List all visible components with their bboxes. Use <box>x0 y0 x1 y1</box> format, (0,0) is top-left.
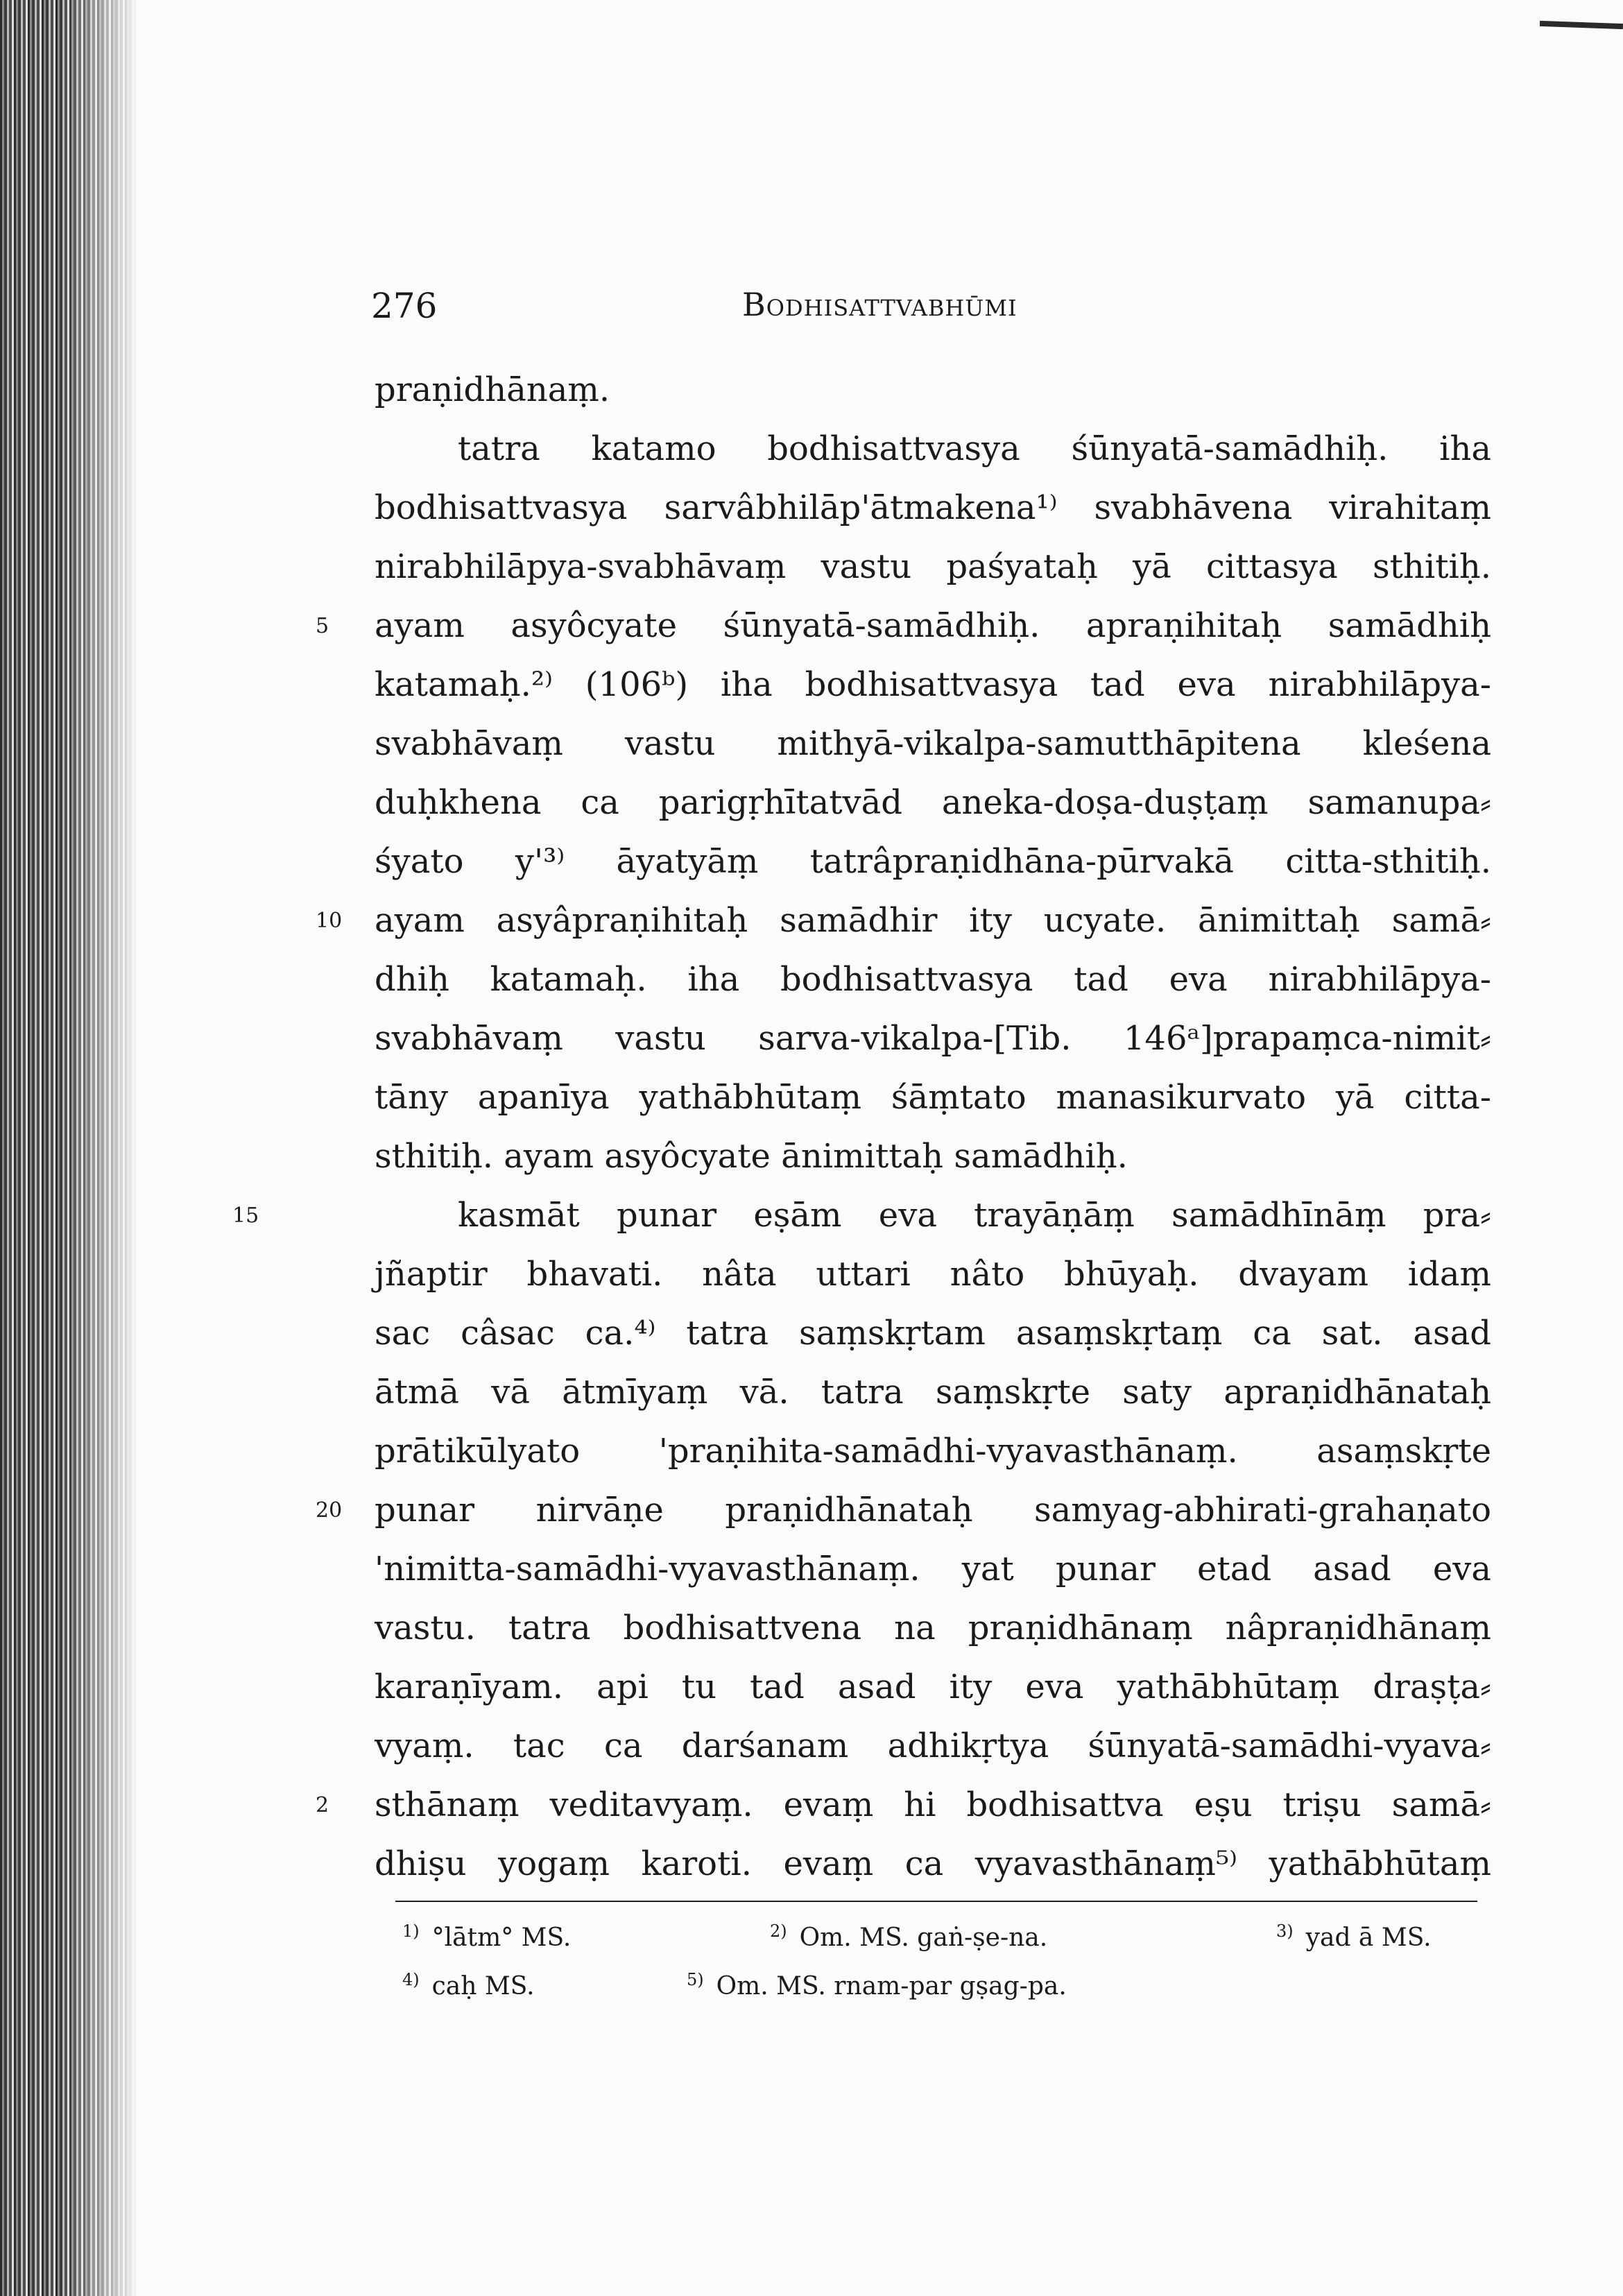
text-line: katamaḥ.²⁾ (106ᵇ) iha bodhisattvasya tad eva nirabhilāpya- <box>375 665 1491 704</box>
scan-edge-mark <box>1540 21 1623 29</box>
text-line: svabhāvaṃ vastu sarva-vikalpa-[Tib. 146ᵃ]prapaṃca-nimit⸗ <box>375 1019 1491 1058</box>
text-line: 15 kasmāt punar eṣām eva trayāṇāṃ samādhīnāṃ pra⸗ <box>375 1186 1491 1245</box>
text-line: nirabhilāpya-svabhāvaṃ vastu paśyataḥ yā cittasya sthitiḥ. <box>375 547 1491 586</box>
text-line: 5 ayam asyôcyate śūnyatā-samādhiḥ. apraṇihitaḥ samādhiḥ <box>375 597 1491 656</box>
text-line: 10 ayam asyâpraṇihitaḥ samādhir ity ucyate. ānimittaḥ samā⸗ <box>375 891 1491 950</box>
running-title: Bodhisattvabhūmi <box>742 286 1017 323</box>
footnote-row <box>381 1970 1491 2019</box>
text-line: tatra katamo bodhisattvasya śūnyatā-samādhiḥ. iha <box>458 429 1491 468</box>
text-line: śyato y'³⁾ āyatyāṃ tatrâpraṇidhāna-pūrvakā citta-sthitiḥ. <box>375 842 1491 881</box>
footnote: $^{5)}$ Om. MS. rnam-par gṣag-pa. <box>687 1970 1067 2001</box>
footnote-mark: 5) <box>687 1970 704 1989</box>
line-number: 10 <box>316 909 343 933</box>
line-number: 2 <box>316 1793 329 1817</box>
text-line: prātikūlyato 'praṇihita-samādhi-vyavasthānaṃ. asaṃskṛte <box>375 1432 1491 1471</box>
footnote-mark: 2) <box>770 1921 787 1941</box>
footnote-mark: 1) <box>402 1921 420 1941</box>
page-header <box>371 286 1481 334</box>
footnote: $^{2)}$ Om. MS. gaṅ-ṣe-na. <box>770 1921 1048 1952</box>
footnote-row <box>381 1921 1491 1970</box>
text-line: duḥkhena ca parigṛhītatvād aneka-doṣa-duṣṭaṃ samanupa⸗ <box>375 783 1491 822</box>
text-line: 2 sthānaṃ veditavyaṃ. evaṃ hi bodhisattva eṣu triṣu samā⸗ <box>375 1776 1491 1835</box>
footnote: $^{4)}$ caḥ MS. <box>402 1970 535 2001</box>
text-line: karaṇīyam. api tu tad asad ity eva yathābhūtaṃ draṣṭa⸗ <box>375 1668 1491 1706</box>
footnote: $^{3)}$ yad ā MS. <box>1276 1921 1432 1952</box>
footnote-mark: 3) <box>1276 1921 1294 1941</box>
footnotes <box>381 1921 1491 2019</box>
text-line: bodhisattvasya sarvâbhilāp'ātmakena¹⁾ svabhāvena virahitaṃ <box>375 488 1491 527</box>
text-line: dhiḥ katamaḥ. iha bodhisattvasya tad eva nirabhilāpya- <box>375 960 1491 999</box>
line-number: 15 <box>232 1203 259 1228</box>
text-line: praṇidhānaṃ. <box>375 370 610 409</box>
text-line: tāny apanīya yathābhūtaṃ śāṃtato manasikurvato yā citta- <box>375 1078 1491 1117</box>
text-line: 20 punar nirvāṇe praṇidhānataḥ samyag-abhirati-grahaṇato <box>375 1481 1491 1540</box>
page-number: 276 <box>371 286 438 326</box>
text-line: sac câsac ca.⁴⁾ tatra saṃskṛtam asaṃskṛtaṃ ca sat. asad <box>375 1314 1491 1353</box>
book-spine-gutter <box>0 0 139 2296</box>
text-line: vyaṃ. tac ca darśanam adhikṛtya śūnyatā-samādhi-vyava⸗ <box>375 1727 1491 1765</box>
line-number: 5 <box>316 614 329 638</box>
text-line: vastu. tatra bodhisattvena na praṇidhānaṃ nâpraṇidhānaṃ <box>375 1609 1491 1647</box>
line-number: 20 <box>316 1498 343 1523</box>
text-line: ātmā vā ātmīyaṃ vā. tatra saṃskṛte saty apraṇidhānataḥ <box>375 1373 1491 1412</box>
text-line: dhiṣu yogaṃ karoti. evaṃ ca vyavasthānaṃ⁵⁾ yathābhūtaṃ <box>375 1844 1491 1883</box>
text-line: 'nimitta-samādhi-vyavasthānaṃ. yat punar etad asad eva <box>375 1550 1491 1588</box>
main-text <box>232 361 1491 1894</box>
text-line: svabhāvaṃ vastu mithyā-vikalpa-samutthāpitena kleśena <box>375 724 1491 763</box>
footnote-mark: 4) <box>402 1970 420 1989</box>
footnote-rule <box>395 1901 1477 1902</box>
footnote: $^{1)}$ °lātm° MS. <box>402 1921 572 1952</box>
text-line: sthitiḥ. ayam asyôcyate ānimittaḥ samādhiḥ. <box>375 1137 1128 1176</box>
text-line: jñaptir bhavati. nâta uttari nâto bhūyaḥ. dvayam idaṃ <box>375 1255 1491 1294</box>
